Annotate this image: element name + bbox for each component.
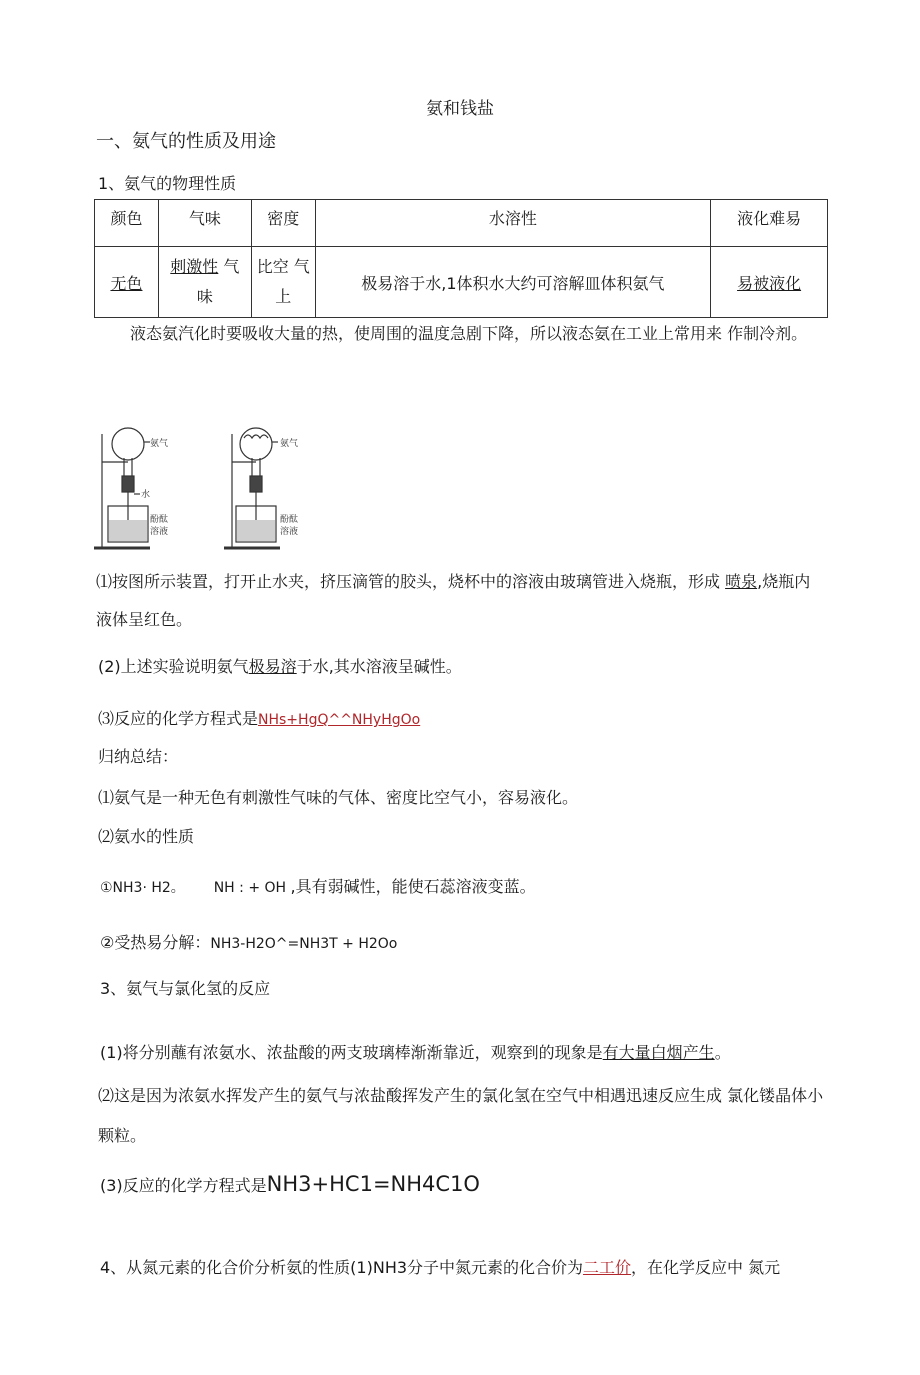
prop1-ions: NH : + OH: [213, 880, 287, 896]
density-text-2: 上: [275, 287, 292, 306]
label-solution: 溶液: [150, 527, 169, 537]
exp2-text-end: 于水,其水溶液呈碱性。: [296, 657, 462, 676]
exp2-answer: 极易溶: [248, 657, 297, 676]
sub4-text-end: ，在化学反应中 氮元: [631, 1258, 781, 1277]
ammonia-water-property-1: [100, 874, 536, 897]
liquefy-value: 易被液化: [737, 273, 802, 293]
smell-value: 刺激性: [170, 257, 219, 276]
color-value: 无色: [110, 273, 143, 293]
experiment-step-1: [96, 563, 826, 639]
subsection-heading-3: 3、氨气与氯化氢的反应: [100, 979, 271, 998]
exp1-text-end: ,烧瓶内液体呈红色。: [96, 572, 811, 629]
summary-item-2: ⑵氨水的性质: [98, 827, 195, 846]
prop2-text: ②受热易分解：: [100, 933, 211, 952]
exp2-text: (2)上述实验说明氨气: [98, 657, 249, 676]
label-phenol: 酚酞: [150, 515, 169, 525]
cell-smell: [158, 247, 251, 318]
experiment-step-3: [98, 706, 420, 729]
prop1-text: ,具有弱碱性，能使石蕊溶液变蓝。: [290, 877, 536, 896]
table-header: 水溶性: [315, 200, 710, 247]
table-header: 密度: [251, 200, 315, 247]
cell-liquefy: [711, 247, 828, 318]
cooling-paragraph: 液态氨汽化时要吸收大量的热，使周围的温度急剧下降，所以液态氨在工业上常用来 作制冷剂。: [130, 324, 808, 343]
table-header: 气味: [158, 200, 251, 247]
hcl1-text-end: 。: [714, 1043, 731, 1062]
prop1-formula: ①NH3· H2。: [100, 880, 185, 896]
table-row: [95, 247, 828, 318]
exp1-text: ⑴按图所示装置，打开止水夹，挤压滴管的胶头，烧杯中的溶液由玻璃管进入烧瓶，形成: [96, 572, 726, 591]
sub4-text: 4、从氮元素的化合价分析氨的性质(1)NH3分子中氮元素的化合价为: [100, 1258, 584, 1277]
apparatus-right: [224, 428, 280, 548]
exp3-text: ⑶反应的化学方程式是: [98, 709, 259, 728]
label-solution: 溶液: [280, 527, 299, 537]
properties-table: [94, 199, 828, 318]
cell-density: [251, 247, 315, 318]
table-header: 液化难易: [711, 200, 828, 247]
hcl3-equation: NH3+HC1=NH4C1O: [266, 1172, 480, 1196]
hcl3-text: (3)反应的化学方程式是: [100, 1176, 267, 1195]
ammonia-water-property-2: [100, 930, 397, 953]
table-header: 颜色: [95, 200, 159, 247]
label-ammonia: 氨气: [280, 439, 299, 449]
summary-item-1: ⑴氨气是一种无色有刺激性气味的气体、密度比空气小，容易液化。: [98, 788, 579, 807]
summary-heading: 归纳总结：: [98, 747, 179, 766]
exp1-answer: 喷泉: [725, 572, 758, 591]
table-header-row: [95, 200, 828, 247]
label-ammonia: 氨气: [150, 439, 169, 449]
hcl-step-2: ⑵这是因为浓氨水挥发产生的氨气与浓盐酸挥发产生的氯化氢在空气中相遇迅速反应生成 氯化镂晶体小颗粒。: [98, 1086, 824, 1145]
hcl-step-3: [100, 1172, 480, 1196]
exp3-equation: NHs+HgQ^^NHyHgOo: [258, 712, 421, 728]
hcl-step-1: [100, 1040, 731, 1063]
sub4-answer: 二工价: [583, 1258, 632, 1277]
smell-text-2: 味: [196, 287, 213, 306]
label-phenol: 酚酞: [280, 515, 299, 525]
fountain-apparatus-figure: [92, 424, 322, 554]
section-heading: 一、氨气的性质及用途: [96, 131, 276, 152]
subsection-heading: 1、氨气的物理性质: [98, 174, 237, 193]
cell-solubility: 极易溶于水,1体积水大约可溶解皿体积氨气: [315, 247, 710, 318]
hcl1-answer: 有大量白烟产生: [602, 1043, 715, 1062]
subsection-heading-4: [100, 1255, 780, 1278]
prop2-equation: NH3-H2O^=NH3T + H2Oo: [210, 936, 398, 952]
page-title: 氨和钱盐: [426, 99, 494, 119]
experiment-step-2: [98, 654, 462, 677]
apparatus-left: [94, 428, 150, 548]
hcl1-text: (1)将分别蘸有浓氨水、浓盐酸的两支玻璃棒渐渐靠近，观察到的现象是: [100, 1043, 603, 1062]
label-water: 水: [141, 490, 151, 500]
density-text: 比空 气: [256, 257, 310, 276]
smell-text: 气: [218, 257, 240, 276]
cell-color: [95, 247, 159, 318]
